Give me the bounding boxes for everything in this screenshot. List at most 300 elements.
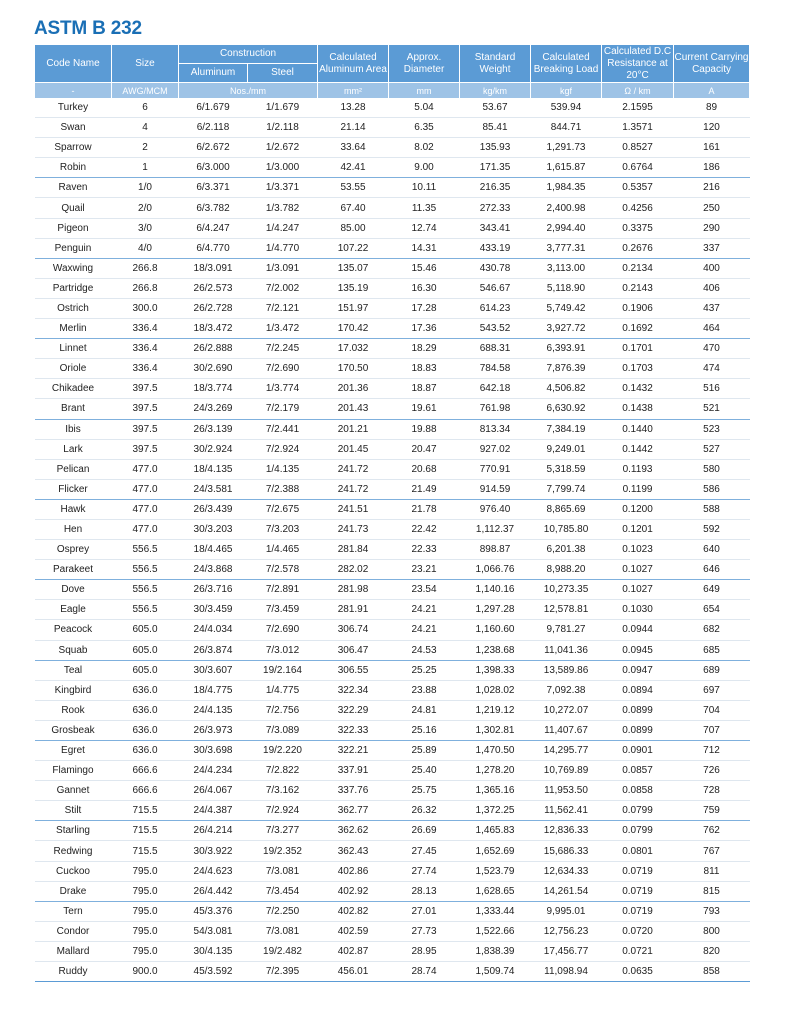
cell-code-name: Turkey <box>35 98 112 118</box>
cell-size: 1/0 <box>112 178 179 198</box>
cell-area: 322.21 <box>318 741 389 761</box>
units-row <box>35 83 750 99</box>
header-weight <box>460 45 531 83</box>
cell-area: 337.91 <box>318 761 389 781</box>
header-aluminum-area-line1: Calculated <box>329 51 377 63</box>
table-row <box>35 761 750 781</box>
cell-steel: 7/2.245 <box>248 339 318 359</box>
cell-breaking-load: 9,249.01 <box>531 439 602 459</box>
cell-area: 201.21 <box>318 419 389 439</box>
cell-current: 290 <box>674 218 750 238</box>
cell-area: 362.77 <box>318 801 389 821</box>
cell-resistance: 0.0801 <box>602 841 674 861</box>
cell-aluminum: 30/2.690 <box>179 359 248 379</box>
cell-resistance: 0.0720 <box>602 921 674 941</box>
cell-weight: 1,297.28 <box>460 600 531 620</box>
cell-aluminum: 30/3.459 <box>179 600 248 620</box>
cell-current: 759 <box>674 801 750 821</box>
cell-code-name: Rook <box>35 700 112 720</box>
cell-resistance: 0.4256 <box>602 198 674 218</box>
cell-current: 523 <box>674 419 750 439</box>
cell-size: 6 <box>112 98 179 118</box>
cell-weight: 1,838.39 <box>460 941 531 961</box>
unit-weight: kg/km <box>460 83 531 99</box>
table-row <box>35 278 750 298</box>
cell-area: 362.43 <box>318 841 389 861</box>
cell-aluminum: 26/3.439 <box>179 499 248 519</box>
cell-weight: 914.59 <box>460 479 531 499</box>
cell-diameter: 16.30 <box>389 278 460 298</box>
table-row <box>35 941 750 961</box>
cell-steel: 1/4.247 <box>248 218 318 238</box>
cell-area: 170.42 <box>318 319 389 339</box>
cell-aluminum: 26/2.573 <box>179 278 248 298</box>
cell-code-name: Mallard <box>35 941 112 961</box>
cell-size: 477.0 <box>112 459 179 479</box>
cell-code-name: Waxwing <box>35 258 112 278</box>
cell-code-name: Peacock <box>35 620 112 640</box>
cell-breaking-load: 7,092.38 <box>531 680 602 700</box>
cell-size: 795.0 <box>112 941 179 961</box>
cell-breaking-load: 3,927.72 <box>531 319 602 339</box>
cell-size: 2 <box>112 138 179 158</box>
cell-current: 646 <box>674 560 750 580</box>
cell-current: 767 <box>674 841 750 861</box>
cell-current: 406 <box>674 278 750 298</box>
cell-area: 67.40 <box>318 198 389 218</box>
cell-code-name: Ostrich <box>35 298 112 318</box>
cell-diameter: 14.31 <box>389 238 460 258</box>
cell-aluminum: 18/3.774 <box>179 379 248 399</box>
cell-area: 281.84 <box>318 540 389 560</box>
cell-current: 815 <box>674 881 750 901</box>
cell-steel: 7/2.179 <box>248 399 318 419</box>
table-row <box>35 600 750 620</box>
cell-breaking-load: 7,799.74 <box>531 479 602 499</box>
cell-code-name: Robin <box>35 158 112 178</box>
cell-weight: 1,219.12 <box>460 700 531 720</box>
header-current-capacity <box>674 45 750 83</box>
cell-diameter: 18.29 <box>389 339 460 359</box>
cell-weight: 1,238.68 <box>460 640 531 660</box>
cell-breaking-load: 12,578.81 <box>531 600 602 620</box>
cell-size: 477.0 <box>112 499 179 519</box>
cell-size: 2/0 <box>112 198 179 218</box>
cell-area: 306.55 <box>318 660 389 680</box>
cell-weight: 272.33 <box>460 198 531 218</box>
table-row <box>35 660 750 680</box>
cell-diameter: 19.61 <box>389 399 460 419</box>
cell-area: 322.29 <box>318 700 389 720</box>
table-row <box>35 620 750 640</box>
cell-area: 85.00 <box>318 218 389 238</box>
cell-weight: 1,278.20 <box>460 761 531 781</box>
cell-diameter: 23.54 <box>389 580 460 600</box>
cell-area: 362.62 <box>318 821 389 841</box>
cell-breaking-load: 12,756.23 <box>531 921 602 941</box>
table-row <box>35 741 750 761</box>
cell-area: 322.33 <box>318 720 389 740</box>
cell-current: 820 <box>674 941 750 961</box>
cell-breaking-load: 13,589.86 <box>531 660 602 680</box>
cell-diameter: 28.95 <box>389 941 460 961</box>
cell-current: 400 <box>674 258 750 278</box>
cell-steel: 7/2.756 <box>248 700 318 720</box>
cell-area: 281.91 <box>318 600 389 620</box>
cell-breaking-load: 14,261.54 <box>531 881 602 901</box>
cell-area: 402.87 <box>318 941 389 961</box>
cell-resistance: 1.3571 <box>602 118 674 138</box>
unit-resistance: Ω / km <box>602 83 674 99</box>
cell-current: 649 <box>674 580 750 600</box>
cell-size: 636.0 <box>112 680 179 700</box>
cell-diameter: 12.74 <box>389 218 460 238</box>
header-breaking-load-line1: Calculated <box>542 51 590 63</box>
table-row <box>35 218 750 238</box>
cell-area: 306.74 <box>318 620 389 640</box>
header-resistance <box>602 45 674 83</box>
cell-breaking-load: 6,201.38 <box>531 540 602 560</box>
cell-steel: 7/2.388 <box>248 479 318 499</box>
cell-resistance: 0.1201 <box>602 519 674 539</box>
cell-aluminum: 26/4.442 <box>179 881 248 901</box>
cell-weight: 1,333.44 <box>460 901 531 921</box>
cell-current: 250 <box>674 198 750 218</box>
header-current-capacity-line2: Capacity <box>692 63 731 75</box>
cell-diameter: 25.75 <box>389 781 460 801</box>
cell-resistance: 0.1906 <box>602 298 674 318</box>
cell-area: 201.43 <box>318 399 389 419</box>
cell-size: 4 <box>112 118 179 138</box>
table-row <box>35 499 750 519</box>
cell-code-name: Swan <box>35 118 112 138</box>
cell-current: 161 <box>674 138 750 158</box>
cell-diameter: 23.21 <box>389 560 460 580</box>
cell-steel: 1/4.775 <box>248 680 318 700</box>
cell-steel: 7/3.012 <box>248 640 318 660</box>
cell-weight: 85.41 <box>460 118 531 138</box>
cell-current: 707 <box>674 720 750 740</box>
cell-size: 556.5 <box>112 600 179 620</box>
cell-weight: 135.93 <box>460 138 531 158</box>
cell-diameter: 19.88 <box>389 419 460 439</box>
cell-diameter: 24.21 <box>389 600 460 620</box>
cell-resistance: 0.0894 <box>602 680 674 700</box>
table-row <box>35 801 750 821</box>
cell-area: 241.72 <box>318 459 389 479</box>
cell-area: 402.59 <box>318 921 389 941</box>
cell-steel: 7/3.081 <box>248 861 318 881</box>
cell-code-name: Eagle <box>35 600 112 620</box>
cell-breaking-load: 10,769.89 <box>531 761 602 781</box>
cell-breaking-load: 9,995.01 <box>531 901 602 921</box>
cell-size: 795.0 <box>112 901 179 921</box>
cell-diameter: 22.42 <box>389 519 460 539</box>
cell-steel: 19/2.352 <box>248 841 318 861</box>
cell-breaking-load: 539.94 <box>531 98 602 118</box>
cell-weight: 784.58 <box>460 359 531 379</box>
cell-breaking-load: 5,749.42 <box>531 298 602 318</box>
cell-weight: 53.67 <box>460 98 531 118</box>
cell-code-name: Linnet <box>35 339 112 359</box>
cell-breaking-load: 10,785.80 <box>531 519 602 539</box>
table-row <box>35 98 750 118</box>
cell-breaking-load: 8,865.69 <box>531 499 602 519</box>
table-row <box>35 700 750 720</box>
cell-steel: 7/2.891 <box>248 580 318 600</box>
cell-area: 13.28 <box>318 98 389 118</box>
cell-weight: 546.67 <box>460 278 531 298</box>
cell-resistance: 0.0947 <box>602 660 674 680</box>
cell-area: 135.07 <box>318 258 389 278</box>
cell-resistance: 0.1030 <box>602 600 674 620</box>
cell-breaking-load: 12,634.33 <box>531 861 602 881</box>
cell-steel: 1/4.465 <box>248 540 318 560</box>
cell-breaking-load: 6,393.91 <box>531 339 602 359</box>
cell-aluminum: 26/3.973 <box>179 720 248 740</box>
cell-aluminum: 26/3.716 <box>179 580 248 600</box>
cell-code-name: Redwing <box>35 841 112 861</box>
cell-steel: 1/2.118 <box>248 118 318 138</box>
cell-area: 42.41 <box>318 158 389 178</box>
cell-area: 201.45 <box>318 439 389 459</box>
cell-breaking-load: 5,318.59 <box>531 459 602 479</box>
table-body <box>35 98 750 982</box>
cell-current: 516 <box>674 379 750 399</box>
page-title: ASTM B 232 <box>34 18 142 39</box>
cell-code-name: Raven <box>35 178 112 198</box>
cell-weight: 898.87 <box>460 540 531 560</box>
cell-resistance: 0.1027 <box>602 560 674 580</box>
cell-area: 337.76 <box>318 781 389 801</box>
cell-area: 282.02 <box>318 560 389 580</box>
cell-current: 685 <box>674 640 750 660</box>
cell-code-name: Grosbeak <box>35 720 112 740</box>
cell-steel: 7/2.250 <box>248 901 318 921</box>
cell-size: 397.5 <box>112 379 179 399</box>
cell-diameter: 17.28 <box>389 298 460 318</box>
table-row <box>35 861 750 881</box>
cell-area: 241.72 <box>318 479 389 499</box>
header-resistance-line2: Resistance at 20°C <box>607 57 668 81</box>
cell-aluminum: 6/1.679 <box>179 98 248 118</box>
cell-steel: 7/2.675 <box>248 499 318 519</box>
cell-current: 120 <box>674 118 750 138</box>
cell-current: 762 <box>674 821 750 841</box>
cell-breaking-load: 9,781.27 <box>531 620 602 640</box>
unit-size: AWG/MCM <box>112 83 179 99</box>
cell-aluminum: 26/4.067 <box>179 781 248 801</box>
cell-size: 336.4 <box>112 339 179 359</box>
cell-steel: 7/2.121 <box>248 298 318 318</box>
cell-steel: 7/3.089 <box>248 720 318 740</box>
cell-weight: 1,465.83 <box>460 821 531 841</box>
cell-breaking-load: 844.71 <box>531 118 602 138</box>
cell-aluminum: 45/3.592 <box>179 962 248 982</box>
cell-breaking-load: 11,953.50 <box>531 781 602 801</box>
cell-diameter: 17.36 <box>389 319 460 339</box>
cell-resistance: 0.1440 <box>602 419 674 439</box>
cell-diameter: 10.11 <box>389 178 460 198</box>
cell-diameter: 18.87 <box>389 379 460 399</box>
cell-diameter: 11.35 <box>389 198 460 218</box>
cell-code-name: Parakeet <box>35 560 112 580</box>
table-row <box>35 560 750 580</box>
cell-size: 715.5 <box>112 801 179 821</box>
header-current-capacity-line1: Current Carrying <box>674 51 749 63</box>
cell-weight: 976.40 <box>460 499 531 519</box>
cell-size: 477.0 <box>112 519 179 539</box>
cell-current: 521 <box>674 399 750 419</box>
cell-weight: 171.35 <box>460 158 531 178</box>
cell-resistance: 0.1701 <box>602 339 674 359</box>
cell-current: 654 <box>674 600 750 620</box>
table-row <box>35 680 750 700</box>
table-row <box>35 580 750 600</box>
cell-current: 186 <box>674 158 750 178</box>
cell-code-name: Tern <box>35 901 112 921</box>
cell-size: 605.0 <box>112 620 179 640</box>
table-row <box>35 781 750 801</box>
table-row <box>35 841 750 861</box>
cell-breaking-load: 2,994.40 <box>531 218 602 238</box>
cell-resistance: 0.1199 <box>602 479 674 499</box>
cell-aluminum: 24/4.234 <box>179 761 248 781</box>
cell-weight: 430.78 <box>460 258 531 278</box>
cell-diameter: 20.47 <box>389 439 460 459</box>
cell-diameter: 24.21 <box>389 620 460 640</box>
cell-current: 592 <box>674 519 750 539</box>
cell-diameter: 21.49 <box>389 479 460 499</box>
cell-steel: 1/3.000 <box>248 158 318 178</box>
cell-size: 1 <box>112 158 179 178</box>
cell-weight: 433.19 <box>460 238 531 258</box>
cell-current: 527 <box>674 439 750 459</box>
cell-size: 3/0 <box>112 218 179 238</box>
cell-area: 241.73 <box>318 519 389 539</box>
cell-size: 556.5 <box>112 560 179 580</box>
table-row <box>35 921 750 941</box>
cell-diameter: 25.16 <box>389 720 460 740</box>
cell-diameter: 18.83 <box>389 359 460 379</box>
cell-resistance: 0.1432 <box>602 379 674 399</box>
cell-steel: 7/3.454 <box>248 881 318 901</box>
cell-size: 666.6 <box>112 761 179 781</box>
cell-diameter: 27.74 <box>389 861 460 881</box>
cell-size: 336.4 <box>112 359 179 379</box>
cell-size: 4/0 <box>112 238 179 258</box>
cell-resistance: 2.1595 <box>602 98 674 118</box>
cell-aluminum: 30/3.698 <box>179 741 248 761</box>
table-row <box>35 519 750 539</box>
cell-breaking-load: 11,407.67 <box>531 720 602 740</box>
cell-current: 689 <box>674 660 750 680</box>
cell-weight: 761.98 <box>460 399 531 419</box>
cell-breaking-load: 11,562.41 <box>531 801 602 821</box>
cell-aluminum: 26/2.888 <box>179 339 248 359</box>
cell-code-name: Teal <box>35 660 112 680</box>
cell-diameter: 23.88 <box>389 680 460 700</box>
cell-weight: 1,365.16 <box>460 781 531 801</box>
cell-size: 556.5 <box>112 540 179 560</box>
cell-size: 636.0 <box>112 720 179 740</box>
cell-resistance: 0.1027 <box>602 580 674 600</box>
cell-weight: 343.41 <box>460 218 531 238</box>
table-row <box>35 198 750 218</box>
cell-code-name: Stilt <box>35 801 112 821</box>
cell-steel: 7/2.924 <box>248 439 318 459</box>
cell-breaking-load: 3,777.31 <box>531 238 602 258</box>
table-row <box>35 439 750 459</box>
cell-steel: 1/3.774 <box>248 379 318 399</box>
table-row <box>35 359 750 379</box>
cell-code-name: Ruddy <box>35 962 112 982</box>
unit-current: A <box>674 83 750 99</box>
cell-current: 464 <box>674 319 750 339</box>
table-row <box>35 459 750 479</box>
cell-resistance: 0.2143 <box>602 278 674 298</box>
cell-resistance: 0.1438 <box>602 399 674 419</box>
cell-size: 636.0 <box>112 700 179 720</box>
cell-area: 402.82 <box>318 901 389 921</box>
cell-area: 322.34 <box>318 680 389 700</box>
cell-diameter: 21.78 <box>389 499 460 519</box>
cell-aluminum: 24/4.387 <box>179 801 248 821</box>
cell-resistance: 0.1193 <box>602 459 674 479</box>
header-aluminum: Aluminum <box>179 64 248 83</box>
cell-size: 605.0 <box>112 640 179 660</box>
cell-diameter: 25.25 <box>389 660 460 680</box>
cell-weight: 642.18 <box>460 379 531 399</box>
cell-aluminum: 6/2.672 <box>179 138 248 158</box>
cell-steel: 1/2.672 <box>248 138 318 158</box>
cell-weight: 614.23 <box>460 298 531 318</box>
cell-breaking-load: 15,686.33 <box>531 841 602 861</box>
cell-diameter: 25.40 <box>389 761 460 781</box>
cell-aluminum: 6/4.247 <box>179 218 248 238</box>
cell-current: 580 <box>674 459 750 479</box>
table-row <box>35 881 750 901</box>
cell-aluminum: 18/4.465 <box>179 540 248 560</box>
cell-resistance: 0.8527 <box>602 138 674 158</box>
cell-resistance: 0.1692 <box>602 319 674 339</box>
cell-area: 53.55 <box>318 178 389 198</box>
cell-current: 712 <box>674 741 750 761</box>
cell-size: 477.0 <box>112 479 179 499</box>
cell-aluminum: 26/3.139 <box>179 419 248 439</box>
cell-area: 107.22 <box>318 238 389 258</box>
cell-breaking-load: 14,295.77 <box>531 741 602 761</box>
cell-weight: 1,652.69 <box>460 841 531 861</box>
cell-steel: 7/3.081 <box>248 921 318 941</box>
cell-steel: 7/2.578 <box>248 560 318 580</box>
table-row <box>35 640 750 660</box>
cell-resistance: 0.0719 <box>602 861 674 881</box>
cell-aluminum: 24/3.581 <box>179 479 248 499</box>
cell-resistance: 0.0901 <box>602 741 674 761</box>
cell-diameter: 26.69 <box>389 821 460 841</box>
cell-aluminum: 6/3.782 <box>179 198 248 218</box>
table-row <box>35 319 750 339</box>
table-row <box>35 720 750 740</box>
cell-weight: 813.34 <box>460 419 531 439</box>
cell-current: 474 <box>674 359 750 379</box>
cell-resistance: 0.1442 <box>602 439 674 459</box>
cell-code-name: Squab <box>35 640 112 660</box>
cell-area: 21.14 <box>318 118 389 138</box>
table-row <box>35 138 750 158</box>
cell-resistance: 0.0721 <box>602 941 674 961</box>
